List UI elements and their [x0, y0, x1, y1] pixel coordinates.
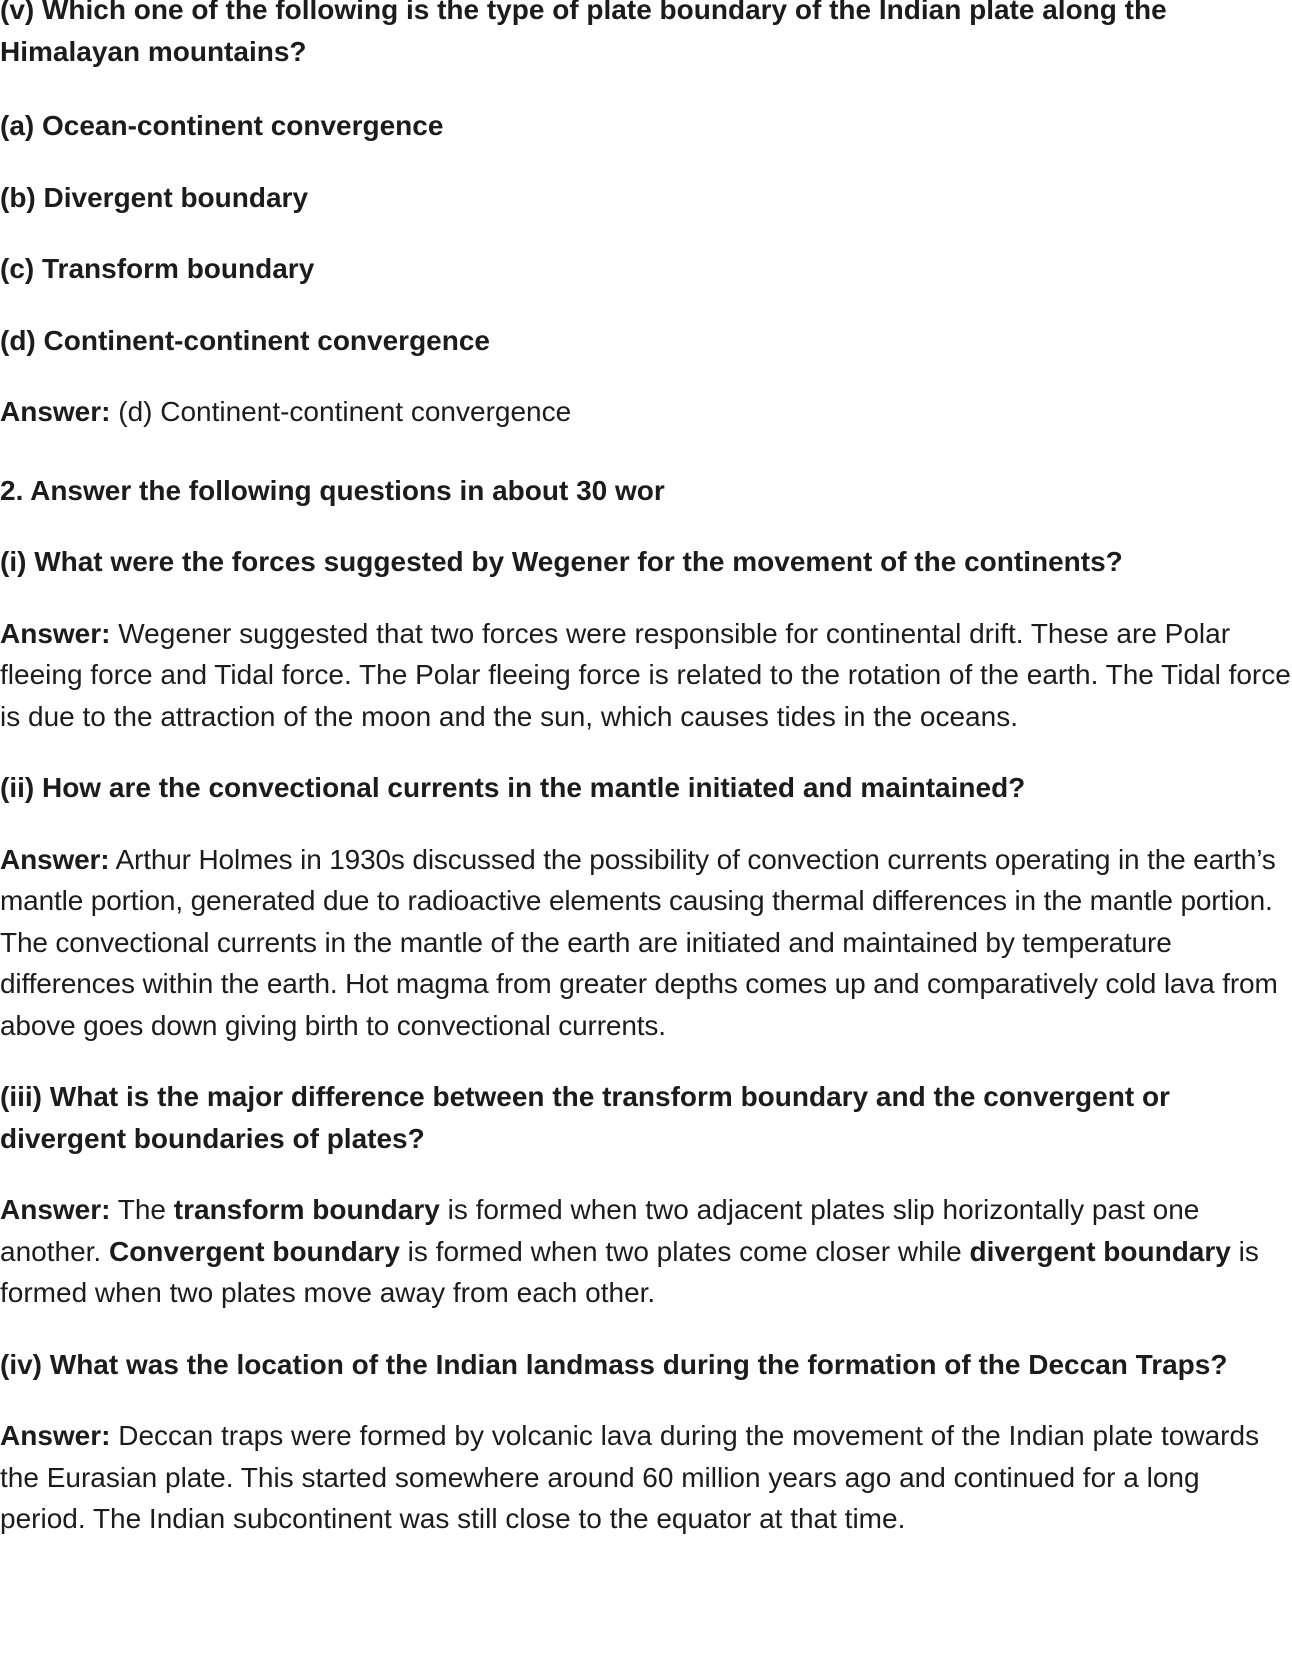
section-heading: 2. Answer the following questions in about 30 wor: [0, 474, 665, 506]
answer-v: [0, 391, 1292, 433]
answer-label: Answer:: [0, 396, 111, 427]
term-convergent-boundary: Convergent boundary: [108, 1235, 400, 1267]
option-d: (d) Continent-continent convergence: [0, 324, 490, 356]
option-b: (b) Divergent boundary: [0, 181, 309, 213]
question-ii: (ii) How are the convectional currents in the mantle initiated and maintained?: [0, 772, 1026, 803]
answer-ii: [0, 839, 1292, 1047]
answer-text-part: The: [110, 1194, 174, 1225]
answer-label: Answer:: [0, 1194, 111, 1225]
question-iii: (iii) What is the major difference between the transform boundary and the convergent or divergent boundaries of plates?: [0, 1081, 1170, 1154]
answer-text-part: is formed when two plates move away from each other.: [0, 1235, 1259, 1308]
answer-label: Answer:: [0, 617, 111, 649]
answer-text: Deccan traps were formed by volcanic lava during the movement of the Indian plate towards the Eurasian plate. This started somewhere around 60 million years ago and continued for a long period. The Indian subcontinent was still close to the equator at that time.: [0, 1420, 1260, 1534]
answer-text-part: is formed when two adjacent plates slip horizontally past one another.: [0, 1194, 1200, 1267]
question-i: (i) What were the forces suggested by Wegener for the movement of the continents?: [0, 546, 1123, 577]
answer-label: Answer:: [0, 843, 110, 875]
question-iv: (iv) What was the location of the Indian landmass during the formation of the Deccan Traps?: [0, 1348, 1228, 1380]
term-divergent-boundary: divergent boundary: [969, 1235, 1231, 1267]
answer-text: (d) Continent-continent convergence: [110, 396, 572, 427]
term-transform-boundary: transform boundary: [173, 1194, 440, 1225]
answer-label: Answer:: [0, 1420, 111, 1451]
answer-text: Arthur Holmes in 1930s discussed the possibility of convection currents operating in the earth’s mantle portion, generated due to radioactive elements causing thermal differences in the mantle portion. The convectional currents in the mantle of the earth are initiated and maintained by temperature differences within the earth. Hot magma from greater depths comes up and comparatively cold lava from above goes down giving birth to convectional currents.: [0, 843, 1278, 1041]
answer-text-part: is formed when two plates come closer while: [399, 1235, 970, 1267]
answer-text: Wegener suggested that two forces were responsible for continental drift. These are Polar fleeing force and Tidal force. The Polar fleeing force is related to the rotation of the earth. The Tidal force is due to the attraction of the moon and the sun, which causes tides in the oceans.: [0, 617, 1291, 732]
answer-iii: [0, 1189, 1292, 1314]
option-a: (a) Ocean-continent convergence: [0, 110, 444, 141]
answer-iv: [0, 1415, 1292, 1540]
option-c: (c) Transform boundary: [0, 253, 315, 284]
answer-i: [0, 613, 1292, 738]
question-v: (v) Which one of the following is the type of plate boundary of the Indian plate along the Himalayan mountains?: [0, 0, 1167, 67]
